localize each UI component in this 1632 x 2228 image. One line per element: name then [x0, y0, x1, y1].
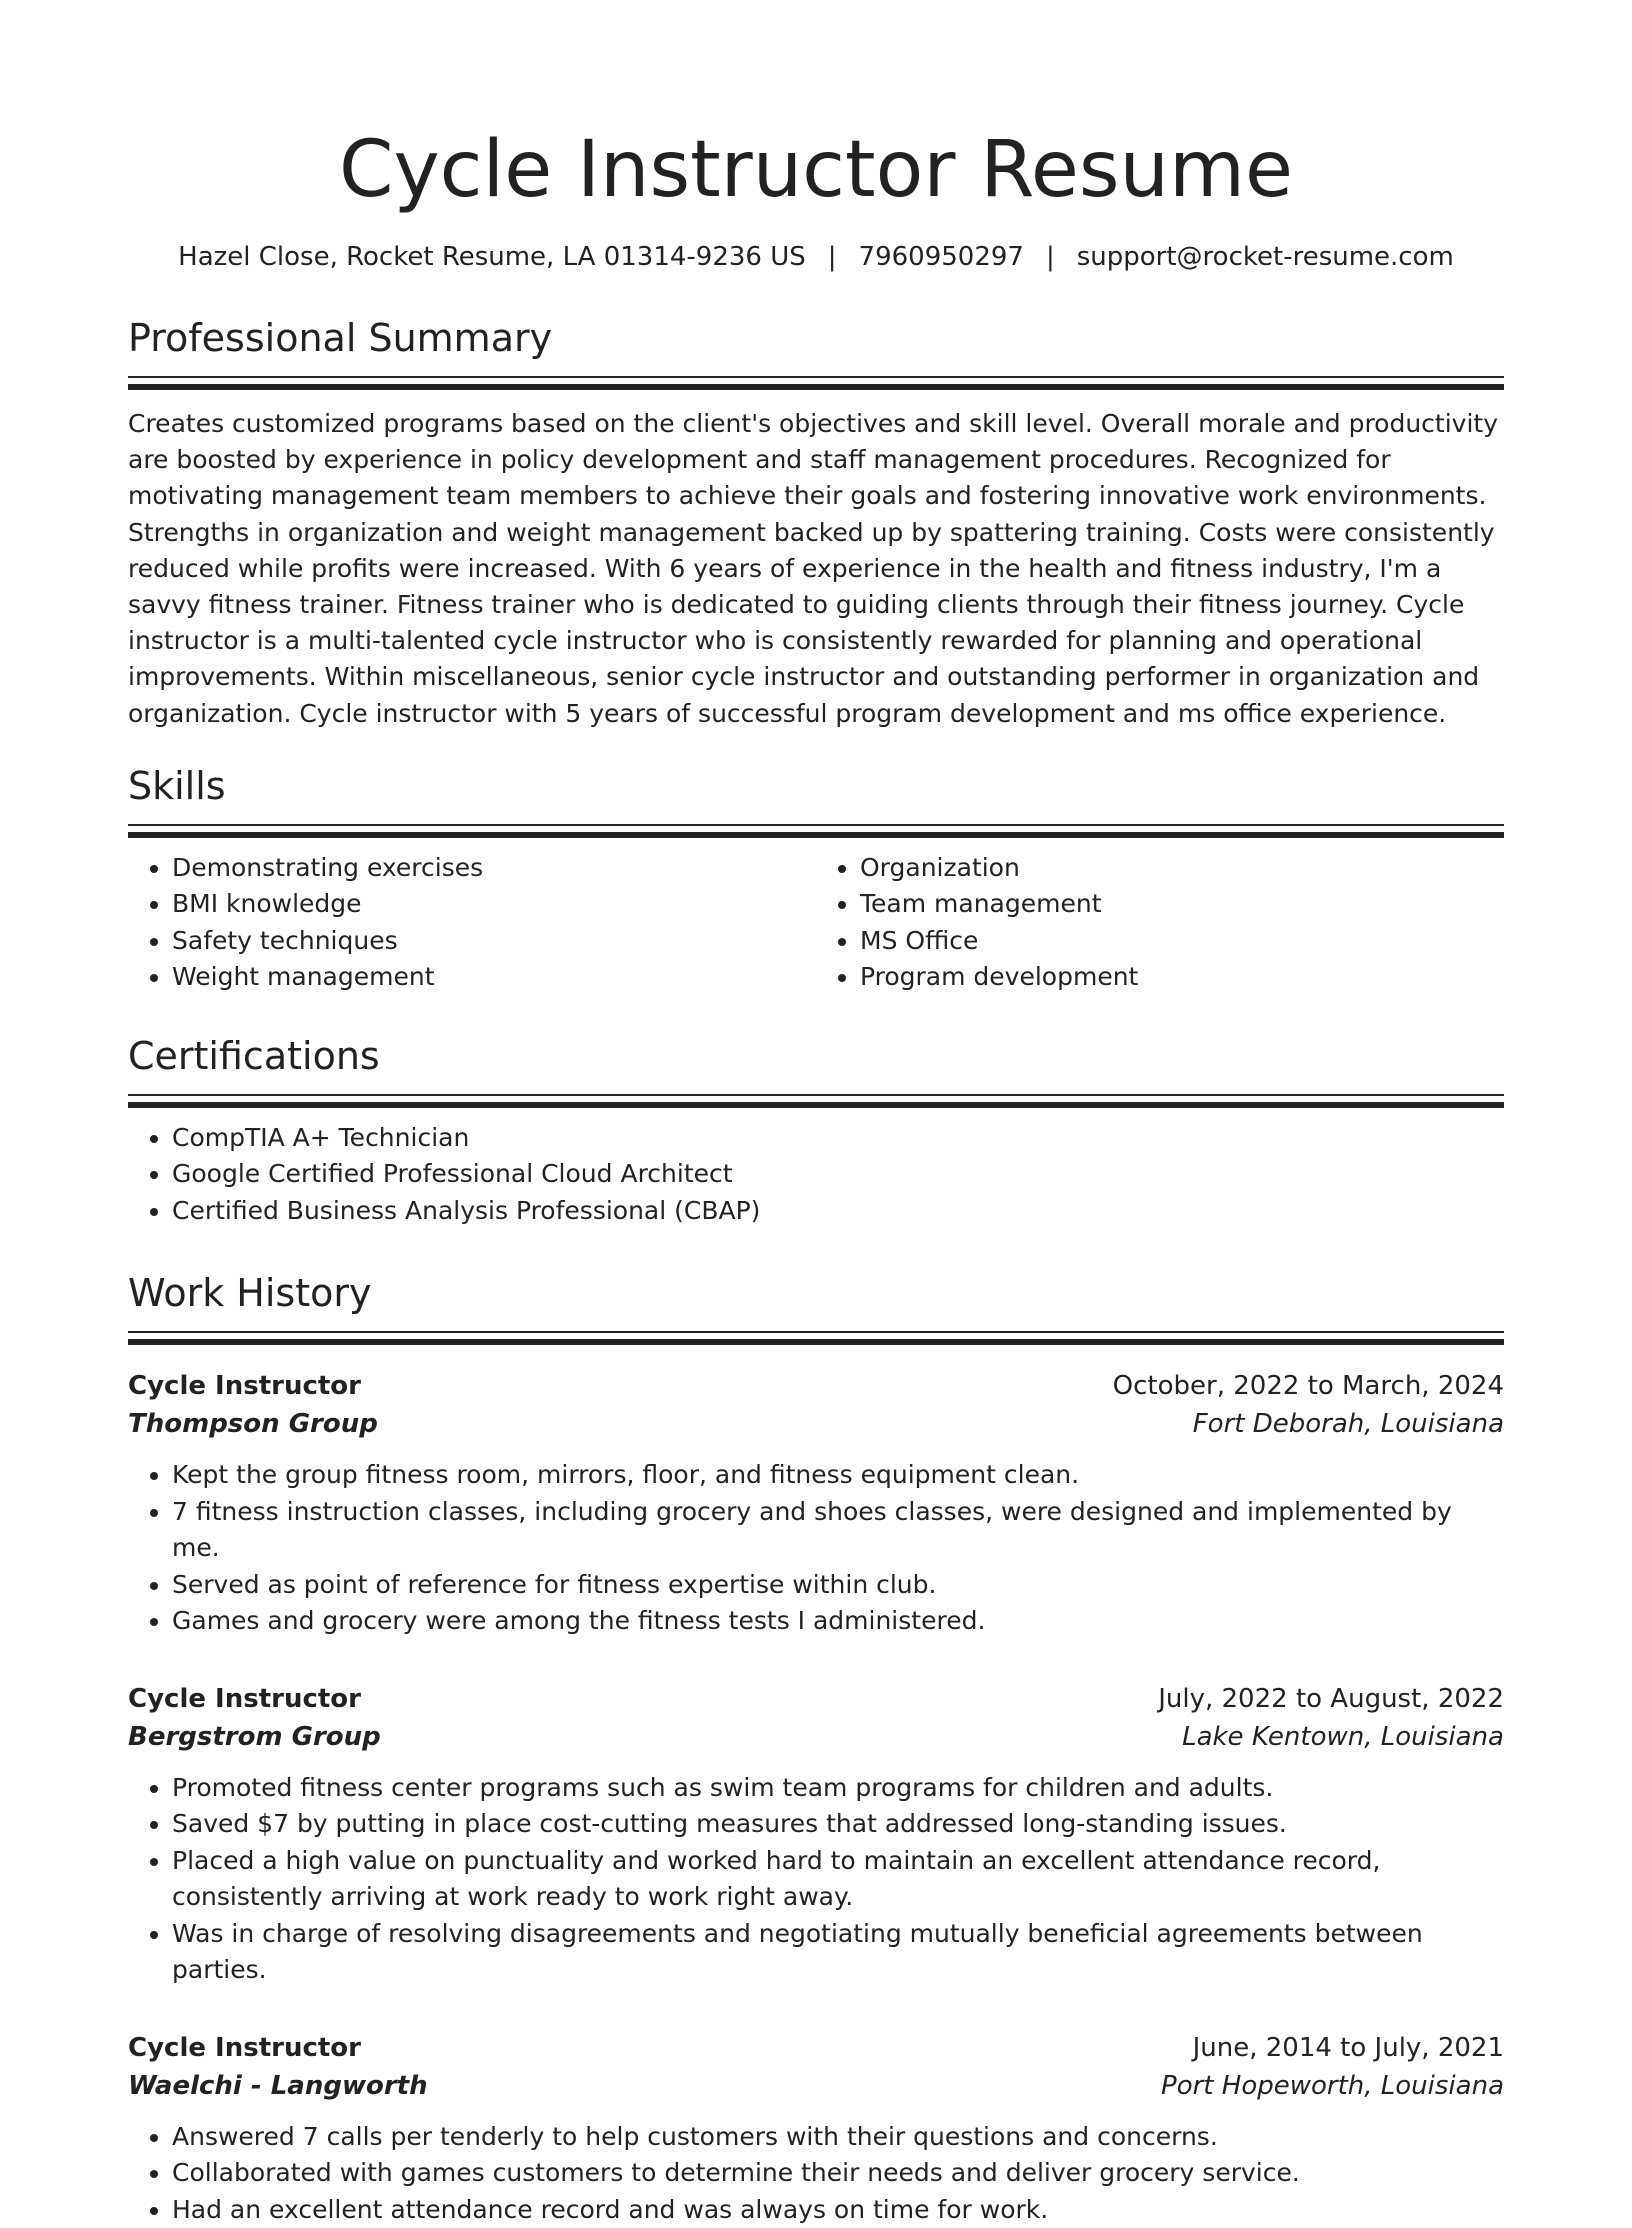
job-company-row — [128, 1405, 1504, 1443]
professional-summary-section — [128, 314, 1504, 732]
job-header-row — [128, 2029, 1504, 2067]
job-bullet-list — [128, 1457, 1504, 1640]
job-bullet: • Answered 7 calls per tenderly to help customers with their questions and concerns. — [172, 2119, 1504, 2156]
job-company: Bergstrom Group — [128, 1721, 381, 1752]
job-company: Waelchi - Langworth — [128, 2070, 428, 2101]
job-bullet: • Placed a high value on punctuality and worked hard to maintain an excellent attendance record, consistently arriving at work ready to work right away. — [172, 1843, 1504, 1916]
job-company-row — [128, 1718, 1504, 1756]
job-bullet: • Games and grocery were among the fitness tests I administered. — [172, 1603, 1504, 1640]
job-entry — [128, 1367, 1504, 1640]
section-divider — [128, 1094, 1504, 1108]
skill-item: • Program development — [860, 959, 1504, 996]
job-dates: June, 2014 to July, 2021 — [1192, 2032, 1504, 2063]
job-bullet: • 7 fitness instruction classes, including grocery and shoes classes, were designed and implemented by me. — [172, 1494, 1504, 1567]
job-entry — [128, 1680, 1504, 1989]
resume-title: Cycle Instructor Resume — [339, 125, 1293, 215]
job-bullet: • Saved $7 by putting in place cost-cutting measures that addressed long-standing issues. — [172, 1806, 1504, 1843]
job-bullet-list — [128, 2119, 1504, 2228]
section-divider — [128, 1331, 1504, 1345]
job-bullet: • Promoted fitness center programs such as swim team programs for children and adults. — [172, 1770, 1504, 1807]
skill-item: • Organization — [860, 850, 1504, 887]
job-company: Thompson Group — [128, 1409, 378, 1440]
contact-separator: | — [1045, 242, 1055, 272]
job-title: Cycle Instructor — [128, 1371, 361, 1402]
section-heading-summary: Professional Summary — [128, 316, 553, 360]
certification-item: • Google Certified Professional Cloud Architect — [172, 1156, 1504, 1193]
certification-item: • Certified Business Analysis Professional (CBAP) — [172, 1193, 1504, 1230]
skills-section — [128, 762, 1504, 996]
contact-line — [128, 240, 1504, 274]
certifications-section — [128, 1032, 1504, 1230]
summary-text: Creates customized programs based on the client's objectives and skill level. Overall morale and productivity are boosted by experience in policy development and staff management procedures. Recognized for motivating management team members to achieve their goals and fostering innovative work environments. Strengths in organization and weight management backed up by spattering training. Costs were consistently reduced while profits were increased. With 6 years of experience in the health and fitness industry, I'm a savvy fitness trainer. Fitness trainer who is dedicated to guiding clients through their fitness journey. Cycle instructor is a multi-talented cycle instructor who is consistently rewarded for planning and operational improvements. Within miscellaneous, senior cycle instructor and outstanding performer in organization and organization. Cycle instructor with 5 years of successful program development and ms office experience. — [128, 409, 1499, 728]
section-divider — [128, 824, 1504, 838]
contact-email: support@rocket-resume.com — [1076, 242, 1454, 272]
work-history-section — [128, 1269, 1504, 2228]
job-bullet: • Served as point of reference for fitness expertise within club. — [172, 1567, 1504, 1604]
skill-item: • BMI knowledge — [172, 886, 816, 923]
job-entry — [128, 2029, 1504, 2228]
job-bullet: • Was in charge of resolving disagreements and negotiating mutually beneficial agreements between parties. — [172, 1916, 1504, 1989]
skill-item: • MS Office — [860, 923, 1504, 960]
contact-address: Hazel Close, Rocket Resume, LA 01314-9236 US — [178, 242, 806, 272]
section-heading-skills: Skills — [128, 763, 226, 808]
contact-phone: 7960950297 — [858, 242, 1024, 272]
job-bullet: • Had an excellent attendance record and was always on time for work. — [172, 2192, 1504, 2228]
section-heading-work-history: Work History — [128, 1271, 372, 1316]
job-bullet-list — [128, 1770, 1504, 1989]
skill-item: • Weight management — [172, 959, 816, 996]
skill-item: • Safety techniques — [172, 923, 816, 960]
skills-columns — [128, 850, 1504, 996]
job-header-row — [128, 1680, 1504, 1718]
job-dates: October, 2022 to March, 2024 — [1112, 1371, 1504, 1402]
job-location: Port Hopeworth, Louisiana — [1161, 2070, 1504, 2101]
job-location: Fort Deborah, Louisiana — [1192, 1409, 1504, 1440]
job-company-row — [128, 2067, 1504, 2105]
certifications-list — [128, 1120, 1504, 1230]
skills-list-right — [816, 850, 1504, 996]
job-location: Lake Kentown, Louisiana — [1182, 1721, 1504, 1752]
job-bullet: • Kept the group fitness room, mirrors, floor, and fitness equipment clean. — [172, 1457, 1504, 1494]
job-title: Cycle Instructor — [128, 2032, 361, 2063]
job-header-row — [128, 1367, 1504, 1405]
job-dates: July, 2022 to August, 2022 — [1158, 1683, 1504, 1714]
skill-item: • Demonstrating exercises — [172, 850, 816, 887]
section-divider — [128, 376, 1504, 390]
contact-separator: | — [827, 242, 837, 272]
job-bullet: • Collaborated with games customers to determine their needs and deliver grocery service. — [172, 2155, 1504, 2192]
job-title: Cycle Instructor — [128, 1683, 361, 1714]
skill-item: • Team management — [860, 886, 1504, 923]
section-heading-certifications: Certifications — [128, 1033, 380, 1078]
certification-item: • CompTIA A+ Technician — [172, 1120, 1504, 1157]
skills-list-left — [128, 850, 816, 996]
